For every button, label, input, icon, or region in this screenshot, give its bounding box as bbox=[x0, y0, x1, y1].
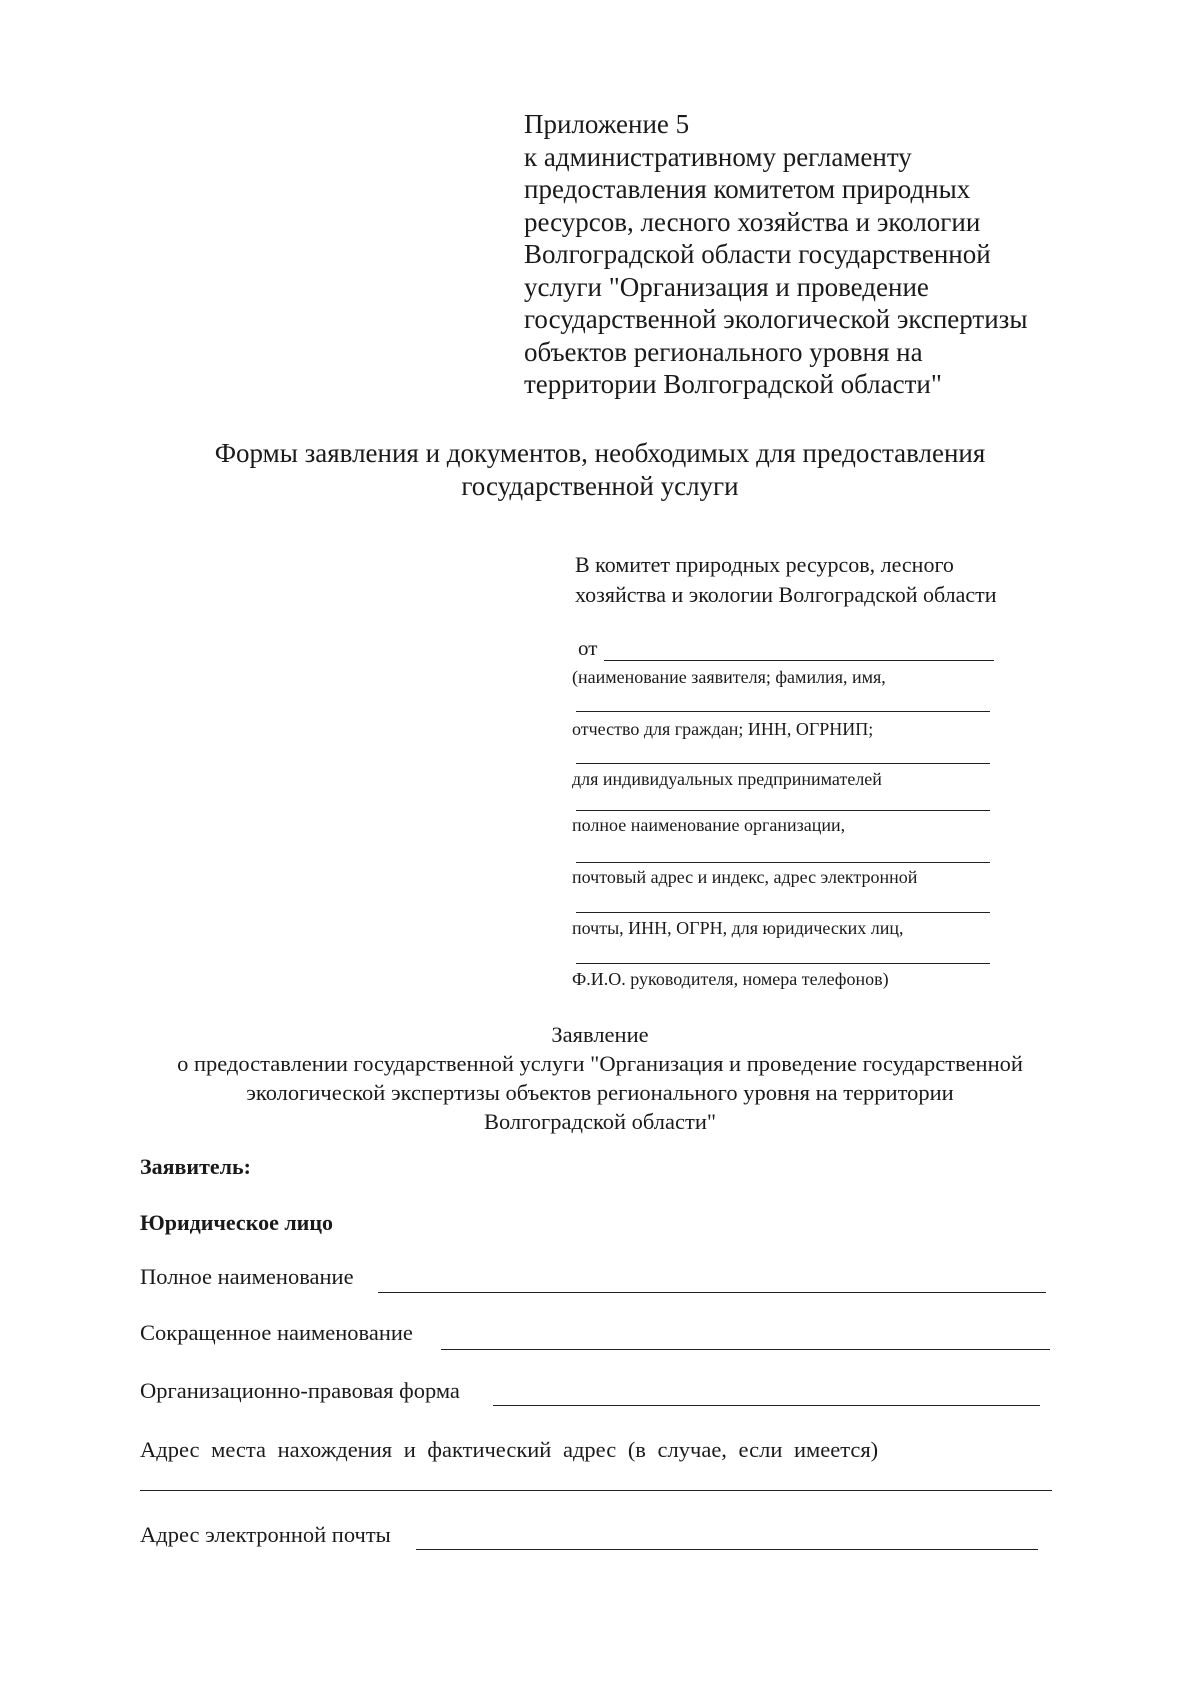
applicant-hint: (наименование заявителя; фамилия, имя, bbox=[572, 667, 886, 687]
statement-title: Заявление bbox=[551, 1022, 649, 1047]
from-label: от bbox=[578, 636, 598, 660]
appendix-line: Волгоградской области государственной bbox=[524, 239, 991, 269]
appendix-line: объектов регионального уровня на bbox=[524, 336, 923, 367]
applicant-hint: почтовый адрес и индекс, адрес электронной bbox=[572, 867, 918, 887]
appendix-line: ресурсов, лесного хозяйства и экологии bbox=[524, 206, 981, 237]
forms-title-line: государственной услуги bbox=[461, 471, 739, 501]
from-row bbox=[578, 636, 998, 666]
statement-line: о предоставлении государственной услуги "Организация и проведение государственной bbox=[177, 1051, 1023, 1076]
statement bbox=[100, 1020, 1100, 1136]
applicant-hint: почты, ИНН, ОГРН, для юридических лиц, bbox=[572, 918, 904, 938]
short-name-field[interactable] bbox=[441, 1349, 1050, 1350]
legal-entity-heading: Юридическое лицо bbox=[140, 1210, 334, 1235]
forms-title-line: Формы заявления и документов, необходимых для предоставления bbox=[214, 438, 986, 468]
applicant-hint: полное наименование организации, bbox=[572, 815, 846, 835]
email-label: Адрес электронной почты bbox=[140, 1522, 391, 1547]
addressee-line: хозяйства и экологии Волгоградской области bbox=[575, 582, 997, 607]
applicant-input-line[interactable] bbox=[576, 763, 990, 764]
applicant-heading: Заявитель: bbox=[140, 1154, 251, 1179]
address-label: Адрес места нахождения и фактический адрес (в случае, если имеется) bbox=[140, 1437, 879, 1462]
statement-line: экологической экспертизы объектов регионального уровня на территории bbox=[246, 1080, 954, 1105]
short-name-label: Сокращенное наименование bbox=[140, 1320, 413, 1345]
appendix-line: Приложение 5 bbox=[524, 109, 690, 139]
appendix-line: территории Волгоградской области" bbox=[524, 369, 942, 399]
appendix-line: к административному регламенту bbox=[524, 141, 912, 172]
applicant-input-line[interactable] bbox=[576, 862, 990, 863]
addressee-line: В комитет природных ресурсов, лесного bbox=[575, 552, 954, 577]
applicant-input-line[interactable] bbox=[576, 912, 990, 913]
appendix-line: предоставления комитетом природных bbox=[524, 174, 971, 204]
full-name-field[interactable] bbox=[378, 1292, 1046, 1293]
applicant-input-line[interactable] bbox=[576, 711, 990, 712]
appendix-line: услуги "Организация и проведение bbox=[524, 271, 929, 302]
applicant-hint: отчество для граждан; ИНН, ОГРНИП; bbox=[572, 719, 874, 739]
addressee bbox=[575, 550, 1095, 610]
full-name-label: Полное наименование bbox=[140, 1264, 354, 1289]
applicant-hint: для индивидуальных предпринимателей bbox=[572, 769, 882, 789]
applicant-hint: Ф.И.О. руководителя, номера телефонов) bbox=[572, 969, 889, 989]
address-field[interactable] bbox=[140, 1490, 1052, 1491]
appendix-header bbox=[524, 108, 1124, 401]
statement-line: Волгоградской области" bbox=[483, 1109, 717, 1134]
appendix-line: государственной экологической экспертизы bbox=[524, 304, 1028, 334]
email-field[interactable] bbox=[416, 1549, 1038, 1550]
legal-form-field[interactable] bbox=[493, 1405, 1040, 1406]
applicant-input-line[interactable] bbox=[576, 810, 990, 811]
legal-form-label: Организационно-правовая форма bbox=[140, 1378, 460, 1403]
applicant-input-line[interactable] bbox=[576, 963, 990, 964]
from-input-line[interactable] bbox=[604, 660, 994, 661]
forms-title bbox=[150, 437, 1050, 503]
